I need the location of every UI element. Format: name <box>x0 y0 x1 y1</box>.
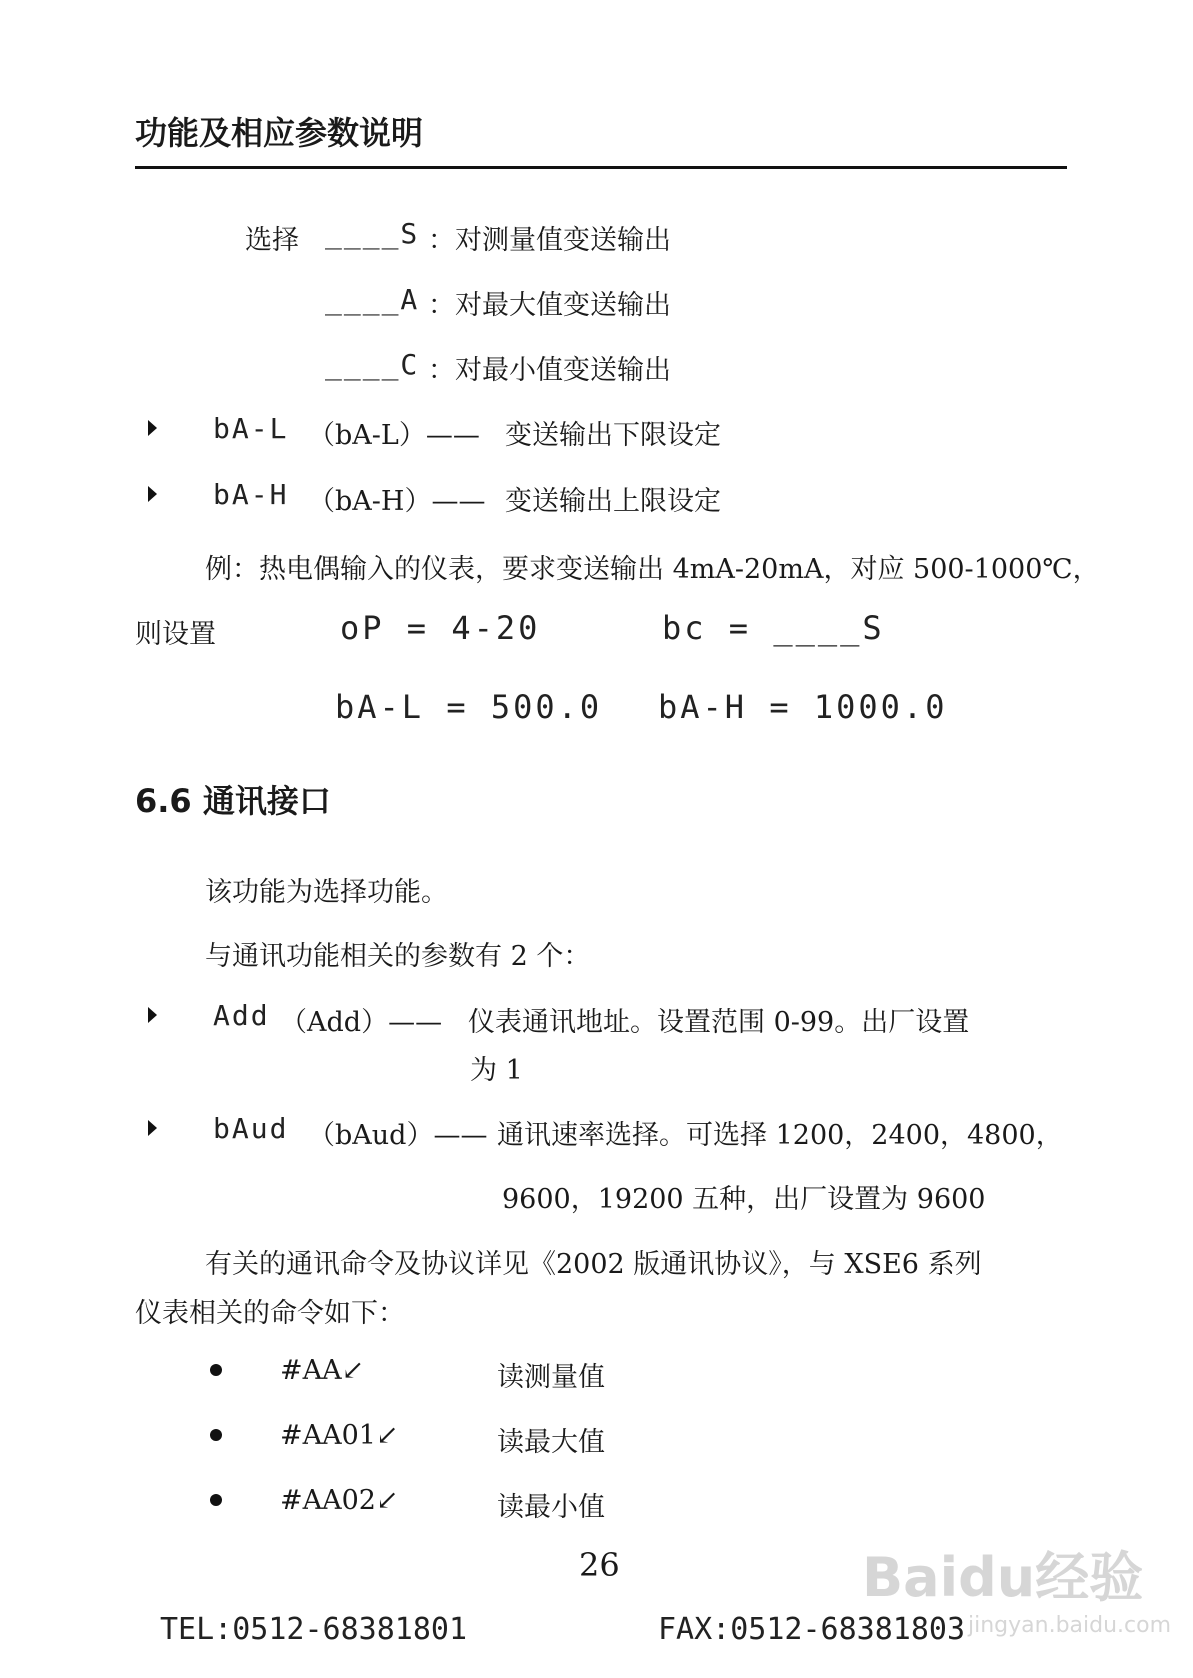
param-label-add: （Add）—— <box>280 1007 443 1038</box>
param-desc-add-cont: 为 1 <box>470 1055 523 1086</box>
watermark-url: jingyan.baidu.com <box>968 1613 1172 1638</box>
param-label-bah: （bA-H）—— <box>308 486 486 517</box>
param-code-bah: bA-H <box>213 478 289 511</box>
header-divider <box>135 166 1067 169</box>
bullet-dot-icon <box>210 1494 222 1506</box>
param-label-bal: （bA-L）—— <box>308 420 480 451</box>
param-label-baud: （bAud）—— <box>308 1120 488 1151</box>
footer-tel: TEL:0512-68381801 <box>160 1612 468 1647</box>
example-bal-setting: bA-L = 500.0 <box>335 688 603 726</box>
param-code-baud: bAud <box>213 1112 289 1145</box>
command-desc: 读最大值 <box>497 1427 605 1458</box>
protocol-line-2: 仪表相关的命令如下： <box>135 1298 405 1329</box>
example-bc-setting: bc = ____S <box>662 609 885 647</box>
param-desc-add: 仪表通讯地址。设置范围 0-99。出厂设置 <box>468 1007 970 1038</box>
protocol-line-1: 有关的通讯命令及协议详见《2002 版通讯协议》，与 XSE6 系列 <box>205 1249 982 1280</box>
option-code-s: ____S <box>325 217 420 250</box>
bullet-triangle-icon <box>148 486 157 502</box>
example-op-setting: oP = 4-20 <box>340 609 541 647</box>
command-code: #AA02↙ <box>280 1485 399 1516</box>
page-number: 26 <box>579 1546 620 1584</box>
option-desc-s: ：对测量值变送输出 <box>428 225 671 256</box>
bullet-dot-icon <box>210 1429 222 1441</box>
param-desc-bal: 变送输出下限设定 <box>505 420 721 451</box>
param-desc-baud: 通讯速率选择。可选择 1200，2400，4800， <box>497 1120 1063 1151</box>
param-desc-bah: 变送输出上限设定 <box>505 486 721 517</box>
bullet-triangle-icon <box>148 1007 157 1023</box>
command-desc: 读最小值 <box>497 1492 605 1523</box>
option-code-a: ____A <box>325 283 420 316</box>
section-intro-1: 该功能为选择功能。 <box>205 877 448 908</box>
select-lead-text: 选择 <box>245 225 299 256</box>
param-code-bal: bA-L <box>213 412 289 445</box>
option-desc-c: ：对最小值变送输出 <box>428 355 671 386</box>
bullet-triangle-icon <box>148 420 157 436</box>
command-desc: 读测量值 <box>497 1362 605 1393</box>
param-desc-baud-cont: 9600，19200 五种，出厂设置为 9600 <box>502 1184 986 1215</box>
command-code: #AA↙ <box>280 1355 365 1386</box>
page-header-title: 功能及相应参数说明 <box>135 114 424 152</box>
section-title: 6.6 通讯接口 <box>135 782 331 820</box>
example-text: 例：热电偶输入的仪表，要求变送输出 4mA-20mA，对应 500-1000℃， <box>205 554 1100 585</box>
watermark-brand: Baidu经验 <box>862 1546 1144 1609</box>
footer-fax: FAX:0512-68381803 <box>658 1612 966 1647</box>
bullet-triangle-icon <box>148 1120 157 1136</box>
section-intro-2: 与通讯功能相关的参数有 2 个： <box>205 941 591 972</box>
param-code-add: Add <box>213 999 270 1032</box>
command-code: #AA01↙ <box>280 1420 399 1451</box>
option-code-c: ____C <box>325 348 420 381</box>
bullet-dot-icon <box>210 1364 222 1376</box>
example-set-label: 则设置 <box>135 619 216 650</box>
example-bah-setting: bA-H = 1000.0 <box>658 688 948 726</box>
option-desc-a: ：对最大值变送输出 <box>428 290 671 321</box>
